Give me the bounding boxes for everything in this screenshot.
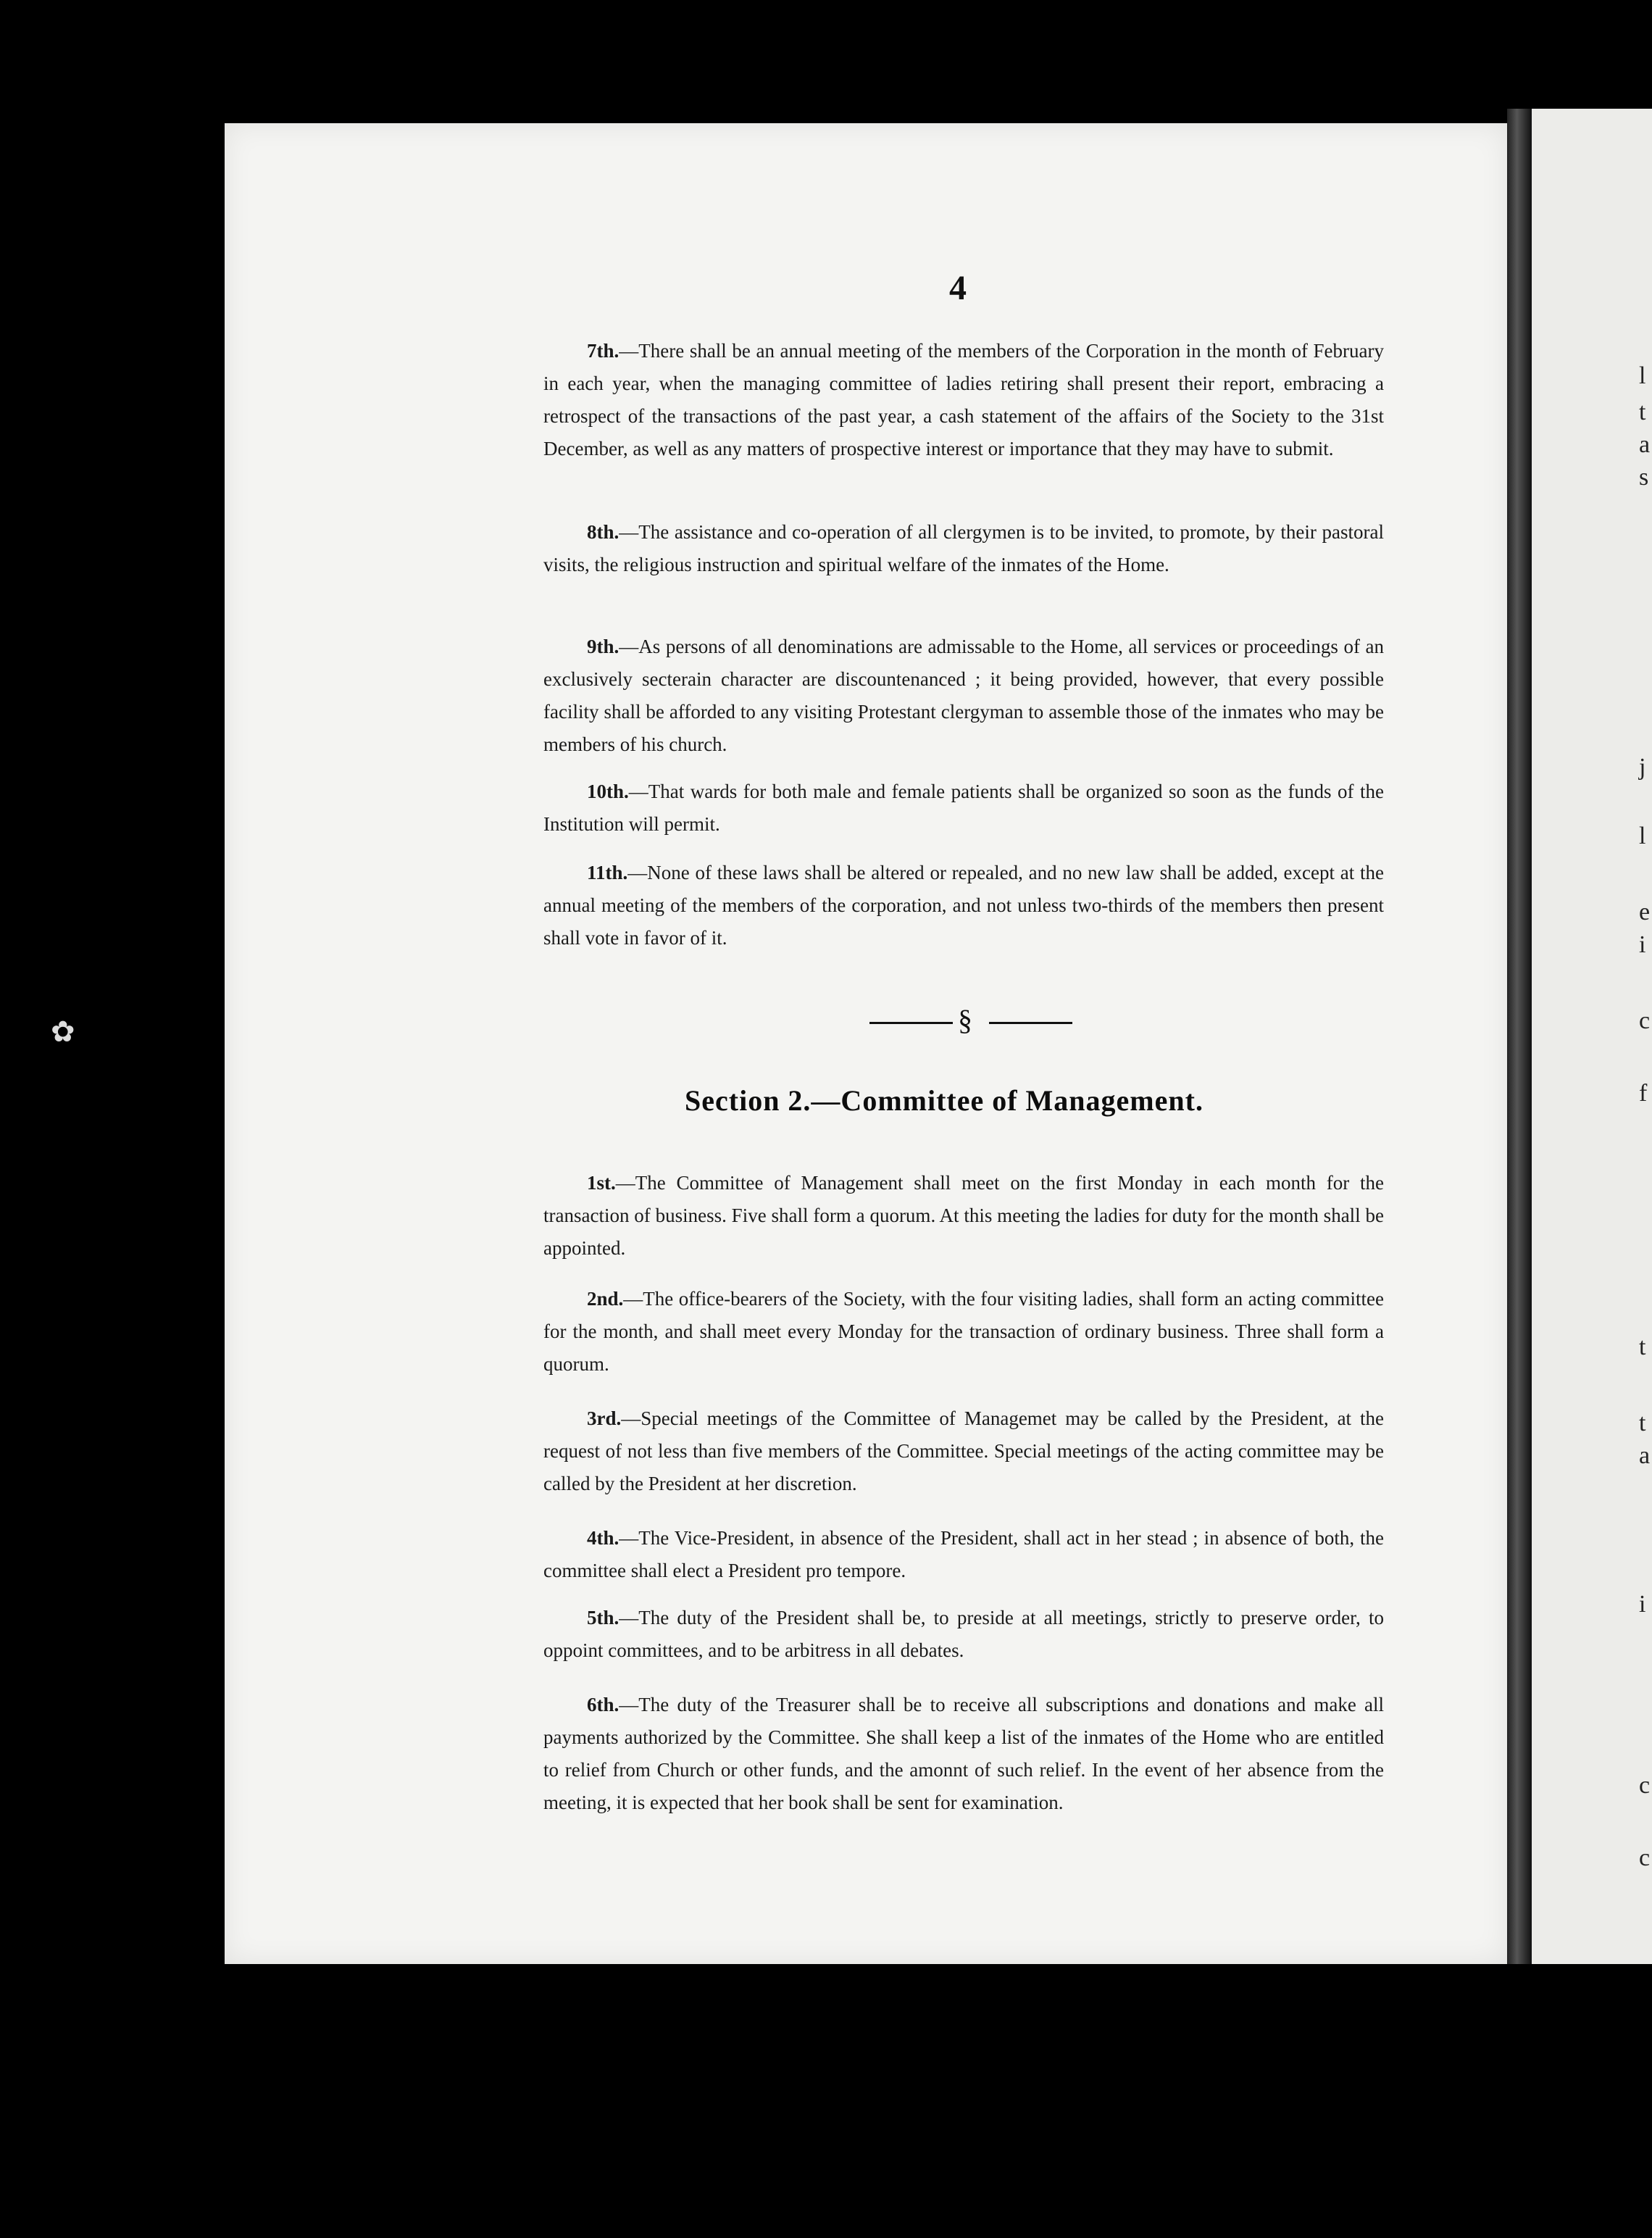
section-divider <box>869 1004 1072 1036</box>
committee-paragraph-2nd <box>543 1283 1384 1381</box>
section-heading: Section 2.—Committee of Management. <box>685 1084 1203 1117</box>
paragraph-number: 6th. <box>587 1694 620 1715</box>
paragraph-number: 3rd. <box>587 1407 622 1429</box>
paragraph-text: —As persons of all denominations are admissable to the Home, all services or proceedings of an exclusively secterain character are discountenanced ; it being provided, however, that every possible facility shall be afforded to any visiting Protestant clergyman to assemble those of the inmates who may be members of his church. <box>543 636 1384 755</box>
paragraph-text: —Special meetings of the Committee of Managemet may be called by the President, at the request of not less than five members of the Committee. Special meetings of the acting committee may be called by the President at her discretion. <box>543 1407 1384 1494</box>
paragraph-number: 1st. <box>587 1172 616 1194</box>
edge-letter: a <box>1639 1442 1651 1469</box>
paragraph-text: —The duty of the President shall be, to preside at all meetings, strictly to preserve order, to oppoint committees, and to be arbitress in all debates. <box>543 1607 1384 1661</box>
paragraph-text: —There shall be an annual meeting of the members of the Corporation in the month of February in each year, when the managing committee of ladies retiring shall present their report, embracing a retrospect of the transactions of the past year, a cash statement of the affairs of the Society to the 31st December, as well as any matters of prospective interest or importance that they may have to submit. <box>543 340 1384 459</box>
paragraph-number: 4th. <box>587 1527 620 1549</box>
paragraph-text: —The assistance and co-operation of all clergymen is to be invited, to promote, by their pastoral visits, the religious instruction and spiritual welfare of the inmates of the Home. <box>543 521 1384 575</box>
edge-letter: c <box>1639 1844 1651 1871</box>
law-paragraph-10th <box>543 775 1384 841</box>
edge-letter: l <box>1639 823 1646 849</box>
paragraph-number: 8th. <box>587 521 620 543</box>
edge-letter: c <box>1639 1772 1651 1799</box>
committee-paragraph-5th <box>543 1602 1384 1667</box>
divider-rule-left <box>869 1022 953 1024</box>
committee-paragraph-3rd <box>543 1402 1384 1500</box>
law-paragraph-8th <box>543 516 1384 581</box>
paragraph-text: —The Committee of Management shall meet on the first Monday in each month for the transaction of business. Five shall form a quorum. At this meeting the ladies for duty for the month shall be appointed. <box>543 1172 1384 1259</box>
paragraph-text: —The office-bearers of the Society, with the four visiting ladies, shall form an acting committee for the month, and shall meet every Monday for the transaction of ordinary business. Three shall form a quorum. <box>543 1288 1384 1375</box>
law-paragraph-7th <box>543 335 1384 465</box>
paragraph-number: 10th. <box>587 781 629 802</box>
edge-letter: s <box>1639 464 1649 491</box>
edge-letter: c <box>1639 1007 1651 1034</box>
divider-rule-right <box>989 1022 1072 1024</box>
paragraph-number: 7th. <box>587 340 620 362</box>
section-sign: § <box>958 1004 972 1036</box>
paragraph-number: 5th. <box>587 1607 620 1628</box>
page-number: 4 <box>949 269 967 307</box>
paragraph-text: —The Vice-President, in absence of the President, shall act in her stead ; in absence of both, the committee shall elect a President pro tempore. <box>543 1527 1384 1581</box>
paragraph-text: —None of these laws shall be altered or repealed, and no new law shall be added, except at the annual meeting of the members of the corporation, and not unless two-thirds of the members then present shall vote in favor of it. <box>543 862 1384 949</box>
committee-paragraph-1st <box>543 1167 1384 1265</box>
edge-letter: t <box>1639 399 1646 425</box>
scan-speck: ✿ <box>51 1015 75 1048</box>
edge-letter: t <box>1639 1334 1646 1360</box>
edge-letter: t <box>1639 1410 1646 1436</box>
committee-paragraph-4th <box>543 1522 1384 1587</box>
law-paragraph-9th <box>543 631 1384 761</box>
law-paragraph-11th <box>543 857 1384 954</box>
edge-letter: j <box>1639 754 1646 781</box>
edge-letter: e <box>1639 899 1651 925</box>
paragraph-text: —The duty of the Treasurer shall be to receive all subscriptions and donations and make all payments authorized by the Committee. She shall keep a list of the inmates of the Home who are entitled to relief from Church or other funds, and the amonnt of such relief. In the event of her absence from the meeting, it is expected that her book shall be sent for examination. <box>543 1694 1384 1813</box>
edge-letter: a <box>1639 431 1651 458</box>
paragraph-number: 9th. <box>587 636 620 657</box>
paragraph-text: —That wards for both male and female patients shall be organized so soon as the funds of the Institution will permit. <box>543 781 1384 835</box>
paragraph-number: 2nd. <box>587 1288 624 1310</box>
edge-letter: i <box>1639 1591 1646 1618</box>
edge-letter: l <box>1639 362 1646 389</box>
book-gutter <box>1507 109 1532 1964</box>
edge-letter: i <box>1639 931 1646 958</box>
edge-letter: f <box>1639 1080 1648 1107</box>
committee-paragraph-6th <box>543 1689 1384 1819</box>
paragraph-number: 11th. <box>587 862 628 883</box>
adjacent-page <box>1532 109 1652 1964</box>
